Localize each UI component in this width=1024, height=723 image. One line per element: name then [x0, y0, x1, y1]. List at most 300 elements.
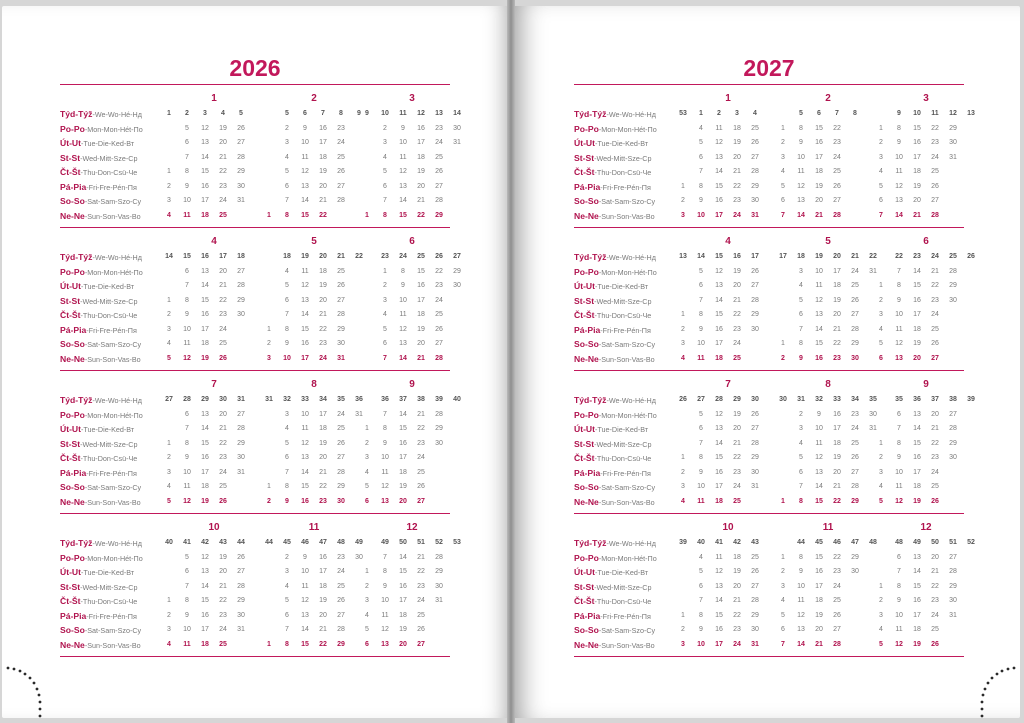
day-number: 8	[799, 497, 803, 505]
day-number: 19	[417, 168, 425, 175]
day-number: 24	[219, 325, 227, 333]
weekday-row	[574, 308, 964, 323]
weekday-label-translations: -Fri-Fre-Pén-Пя	[600, 325, 651, 335]
weekday-label	[574, 279, 648, 295]
day-number: 23	[435, 124, 443, 132]
day-number: 27	[851, 311, 859, 318]
weekday-label	[574, 594, 651, 610]
day-number: 21	[815, 640, 823, 648]
day-number: 9	[303, 124, 307, 132]
day-number: 6	[365, 640, 369, 648]
day-number: 8	[285, 640, 289, 648]
day-number: 3	[167, 468, 171, 476]
day-number: 19	[219, 124, 227, 132]
day-number: 23	[931, 454, 939, 461]
day-number: 26	[851, 454, 859, 461]
day-number: 29	[751, 454, 759, 461]
week-number: 27	[453, 253, 461, 260]
weekday-label-prefix: Pá-Pia	[574, 467, 601, 478]
day-number: 26	[417, 626, 425, 633]
weekday-label	[60, 265, 143, 281]
day-number: 2	[681, 325, 685, 333]
day-number: 5	[383, 168, 387, 175]
day-number: 18	[201, 640, 209, 648]
day-number: 3	[167, 626, 171, 633]
day-number: 3	[879, 153, 883, 161]
weekday-label-translations: -Sat-Sam-Szo-Cy	[84, 197, 142, 206]
day-number: 28	[851, 325, 859, 333]
day-number: 11	[815, 439, 823, 447]
weekday-label	[574, 466, 651, 482]
weekday-row	[574, 565, 964, 580]
week-number: 34	[851, 396, 859, 403]
day-number: 21	[219, 153, 227, 161]
weekday-label	[574, 609, 651, 625]
week-number-row	[574, 107, 975, 122]
day-number: 7	[699, 296, 703, 304]
day-number: 24	[733, 340, 741, 347]
weekday-label-prefix: Út-Ut	[574, 567, 595, 577]
day-number: 9	[185, 182, 189, 190]
day-number: 22	[219, 296, 227, 304]
day-number: 8	[699, 611, 703, 619]
day-number: 29	[949, 582, 957, 590]
weekday-label-prefix: Út-Ut	[574, 281, 595, 291]
week-number: 16	[201, 253, 209, 260]
day-number: 18	[815, 597, 823, 604]
weekday-label-prefix: So-So	[60, 625, 85, 635]
day-number: 22	[219, 597, 227, 604]
day-number: 10	[797, 153, 805, 161]
weekday-label-prefix: Út-Ut	[60, 138, 81, 148]
week-number: 9	[365, 110, 369, 117]
day-number: 9	[303, 553, 307, 561]
day-number: 1	[681, 454, 685, 461]
weekday-label-prefix: St-St	[60, 295, 81, 306]
week-number: 18	[237, 253, 245, 260]
month-number-row	[574, 379, 964, 391]
day-number: 19	[733, 267, 741, 275]
day-number: 15	[913, 282, 921, 289]
day-number: 29	[851, 340, 859, 347]
day-number: 23	[417, 439, 425, 447]
day-number: 26	[833, 611, 841, 619]
day-number: 25	[435, 153, 443, 161]
day-number: 20	[733, 582, 741, 590]
weekday-row	[60, 265, 461, 280]
day-number: 16	[715, 197, 723, 204]
day-number: 14	[301, 626, 309, 633]
day-number: 1	[167, 296, 171, 304]
day-number: 19	[815, 182, 823, 190]
day-number: 12	[797, 611, 805, 619]
week-number: 46	[301, 539, 309, 546]
day-number: 21	[417, 553, 425, 561]
day-number: 9	[699, 468, 703, 476]
day-number: 19	[815, 611, 823, 619]
day-number: 8	[383, 211, 387, 219]
weekday-label-translations: -We-Wo-Hé-Нд	[92, 253, 142, 262]
week-number: 52	[967, 539, 975, 546]
week-number: 45	[815, 539, 823, 546]
day-number: 5	[699, 267, 703, 275]
weekday-label-translations: -Wed-Mitt-Sze-Ср	[594, 439, 652, 449]
day-number: 10	[283, 354, 291, 362]
day-number: 19	[913, 340, 921, 347]
weekday-label-translations: -Wed-Mitt-Sze-Ср	[594, 296, 652, 306]
day-number: 27	[337, 182, 345, 190]
day-number: 26	[337, 168, 345, 175]
week-number: 48	[895, 539, 903, 546]
day-number: 19	[833, 296, 841, 304]
week-number: 49	[355, 539, 363, 546]
day-number: 6	[897, 553, 901, 561]
quarter-block	[60, 228, 461, 371]
day-number: 25	[219, 483, 227, 490]
weekday-label-translations: -We-Wo-Hé-Нд	[606, 110, 656, 119]
day-number: 18	[319, 425, 327, 432]
day-number: 18	[417, 311, 425, 318]
day-number: 5	[879, 640, 883, 648]
weekday-label-translations: -Fri-Fre-Pén-Пя	[86, 611, 137, 621]
week-number: 30	[219, 396, 227, 403]
day-number: 10	[815, 267, 823, 275]
day-number: 25	[435, 311, 443, 318]
day-number: 8	[799, 553, 803, 561]
day-number: 6	[185, 267, 189, 275]
day-number: 26	[751, 267, 759, 275]
day-number: 16	[833, 410, 841, 418]
weekday-label-prefix: Ne-Ne	[574, 639, 599, 650]
weekday-row	[60, 308, 450, 323]
weekday-label-translations: -Fri-Fre-Pén-Пя	[600, 182, 651, 192]
week-number: 43	[751, 539, 759, 546]
day-number: 29	[337, 325, 345, 333]
day-number: 30	[453, 282, 461, 289]
weekday-row	[60, 165, 450, 180]
day-number: 16	[319, 553, 327, 561]
week-number: 22	[895, 253, 903, 260]
day-number: 29	[435, 568, 443, 575]
day-number: 16	[913, 597, 921, 604]
day-number: 12	[715, 139, 723, 146]
day-number: 6	[799, 311, 803, 318]
day-number: 1	[781, 497, 785, 505]
week-number-row	[574, 393, 975, 408]
day-number: 11	[715, 553, 723, 561]
day-number: 19	[201, 497, 209, 505]
weekday-row	[60, 565, 450, 580]
weekday-row	[574, 323, 964, 338]
day-number: 26	[237, 553, 245, 561]
day-number: 18	[733, 553, 741, 561]
weekday-label-translations: -Mon-Mon-Hét-По	[84, 124, 143, 134]
month-number: 9	[409, 379, 415, 390]
day-number: 31	[435, 597, 443, 604]
day-number: 16	[815, 139, 823, 146]
weekday-label-prefix: Ne-Ne	[60, 496, 85, 507]
weekday-label-translations: -Thu-Don-Csü-Че	[80, 168, 138, 177]
day-number: 13	[797, 197, 805, 204]
month-number: 6	[923, 236, 929, 247]
weekday-label-prefix: Pá-Pia	[60, 610, 87, 621]
week-number: 16	[733, 253, 741, 260]
day-number: 1	[267, 211, 271, 219]
day-number: 17	[715, 211, 723, 219]
month-number: 8	[311, 379, 317, 390]
weekday-label-prefix: Čt-Št	[574, 596, 595, 606]
day-number: 2	[285, 553, 289, 561]
day-number: 14	[399, 553, 407, 561]
weekday-label-translations: -Fri-Fre-Pén-Пя	[86, 182, 137, 192]
day-number: 11	[399, 311, 407, 318]
day-number: 2	[267, 340, 271, 347]
day-number: 11	[301, 582, 309, 590]
week-number: 45	[283, 539, 291, 546]
day-number: 7	[285, 311, 289, 318]
day-number: 29	[851, 497, 859, 505]
weekday-label-translations: -Tue-Die-Ked-Вт	[595, 139, 649, 148]
day-number: 8	[699, 182, 703, 190]
weekday-row	[574, 122, 964, 137]
weekday-label-prefix: Ne-Ne	[60, 210, 85, 221]
weekday-row	[574, 495, 964, 510]
weekday-label-prefix: So-So	[574, 625, 599, 635]
week-number: 6	[817, 110, 821, 117]
day-number: 8	[699, 454, 703, 461]
day-number: 2	[799, 410, 803, 418]
month-number: 5	[825, 236, 831, 247]
day-number: 17	[417, 139, 425, 146]
day-number: 24	[833, 153, 841, 161]
week-number: 33	[301, 396, 309, 403]
day-number: 11	[715, 124, 723, 132]
day-number: 15	[201, 439, 209, 447]
week-number: 42	[201, 539, 209, 546]
month-number: 11	[822, 522, 834, 533]
day-number: 30	[949, 296, 957, 304]
month-number-row	[60, 522, 450, 534]
day-number: 25	[733, 497, 741, 505]
day-number: 27	[237, 139, 245, 146]
day-number: 7	[897, 568, 901, 575]
day-number: 31	[237, 468, 245, 476]
day-number: 28	[833, 640, 841, 648]
day-number: 28	[435, 197, 443, 204]
day-number: 24	[435, 139, 443, 146]
day-number: 28	[435, 410, 443, 418]
weekday-label-translations: -Tue-Die-Ked-Вт	[595, 425, 649, 434]
day-number: 28	[237, 282, 245, 289]
day-number: 13	[715, 153, 723, 161]
month-number: 10	[208, 522, 220, 533]
day-number: 27	[417, 497, 425, 505]
weekday-label-prefix: Po-Po	[574, 266, 599, 277]
day-number: 15	[913, 439, 921, 447]
day-number: 15	[399, 211, 407, 219]
week-number: 18	[283, 253, 291, 260]
week-number: 40	[697, 539, 705, 546]
weekday-label-prefix: Týd-Týž	[60, 395, 93, 405]
day-number: 28	[435, 354, 443, 362]
day-number: 21	[219, 425, 227, 432]
day-number: 30	[355, 553, 363, 561]
day-number: 20	[417, 182, 425, 190]
weekday-row	[60, 422, 450, 437]
day-number: 19	[319, 282, 327, 289]
weekday-label-translations: -Tue-Die-Ked-Вт	[81, 139, 135, 148]
day-number: 13	[715, 282, 723, 289]
day-number: 1	[167, 168, 171, 175]
day-number: 1	[383, 267, 387, 275]
day-number: 1	[879, 282, 883, 289]
weekday-label-prefix: Út-Ut	[574, 424, 595, 434]
day-number: 26	[751, 410, 759, 418]
day-number: 17	[201, 626, 209, 633]
day-number: 6	[185, 139, 189, 146]
day-number: 13	[715, 582, 723, 590]
weekday-label	[574, 337, 655, 353]
day-number: 13	[797, 626, 805, 633]
weekday-row	[574, 165, 964, 180]
day-number: 8	[285, 211, 289, 219]
weekday-label-translations: -Sat-Sam-Szo-Cy	[598, 483, 656, 492]
day-number: 3	[799, 267, 803, 275]
day-number: 2	[879, 454, 883, 461]
day-number: 11	[697, 497, 705, 505]
weekday-label-prefix: Ne-Ne	[574, 496, 599, 507]
day-number: 13	[201, 267, 209, 275]
weekday-row	[60, 122, 461, 137]
day-number: 21	[319, 468, 327, 476]
week-number: 46	[833, 539, 841, 546]
day-number: 27	[931, 354, 939, 362]
day-number: 25	[417, 468, 425, 476]
weekday-row	[60, 451, 450, 466]
day-number: 23	[733, 325, 741, 333]
day-number: 13	[301, 454, 309, 461]
day-number: 4	[285, 153, 289, 161]
day-number: 12	[201, 124, 209, 132]
perforation-dots-icon	[0, 662, 60, 722]
day-number: 10	[895, 468, 903, 476]
weekday-row	[574, 151, 964, 166]
weekday-label-prefix: So-So	[574, 339, 599, 349]
day-number: 15	[301, 325, 309, 333]
month-number: 1	[211, 93, 217, 104]
week-number: 51	[949, 539, 957, 546]
week-number: 35	[869, 396, 877, 403]
day-number: 10	[301, 568, 309, 575]
week-number: 6	[303, 110, 307, 117]
day-number: 17	[715, 640, 723, 648]
day-number: 5	[699, 139, 703, 146]
weekday-row	[574, 209, 964, 224]
day-number: 20	[219, 410, 227, 418]
month-number: 4	[211, 236, 217, 247]
day-number: 1	[781, 553, 785, 561]
day-number: 10	[895, 611, 903, 619]
weekday-label	[574, 422, 648, 438]
day-number: 29	[435, 211, 443, 219]
weekday-label	[60, 536, 142, 552]
day-number: 5	[167, 354, 171, 362]
day-number: 5	[383, 325, 387, 333]
weekday-label	[60, 408, 143, 424]
day-number: 8	[185, 168, 189, 175]
day-number: 23	[733, 626, 741, 633]
day-number: 5	[699, 568, 703, 575]
day-number: 8	[799, 124, 803, 132]
day-number: 25	[751, 553, 759, 561]
day-number: 7	[699, 439, 703, 447]
week-number: 3	[735, 110, 739, 117]
week-number: 27	[697, 396, 705, 403]
day-number: 22	[733, 611, 741, 619]
weekday-label	[60, 422, 134, 438]
day-number: 18	[913, 483, 921, 490]
day-number: 17	[301, 354, 309, 362]
day-number: 11	[895, 483, 903, 490]
day-number: 21	[319, 626, 327, 633]
week-number: 51	[417, 539, 425, 546]
day-number: 6	[699, 282, 703, 289]
day-number: 11	[797, 168, 805, 175]
day-number: 23	[319, 497, 327, 505]
week-number: 32	[815, 396, 823, 403]
day-number: 19	[219, 553, 227, 561]
day-number: 30	[751, 325, 759, 333]
day-number: 5	[879, 497, 883, 505]
day-number: 2	[285, 124, 289, 132]
day-number: 16	[913, 454, 921, 461]
weekday-label	[574, 265, 657, 281]
week-number: 50	[399, 539, 407, 546]
week-number: 50	[931, 539, 939, 546]
weekday-label-prefix: Pá-Pia	[60, 324, 87, 335]
day-number: 29	[237, 168, 245, 175]
week-number: 22	[355, 253, 363, 260]
weekday-row	[60, 136, 461, 151]
day-number: 11	[381, 468, 389, 476]
day-number: 28	[833, 211, 841, 219]
day-number: 12	[301, 168, 309, 175]
day-number: 19	[319, 597, 327, 604]
day-number: 3	[781, 153, 785, 161]
day-number: 30	[237, 611, 245, 619]
day-number: 12	[381, 483, 389, 490]
day-number: 1	[365, 568, 369, 575]
day-number: 27	[337, 611, 345, 619]
day-number: 23	[219, 311, 227, 318]
weekday-label-translations: -Fri-Fre-Pén-Пя	[600, 611, 651, 621]
weekday-label-translations: -Thu-Don-Csü-Че	[80, 311, 138, 320]
day-number: 22	[733, 454, 741, 461]
day-number: 6	[285, 454, 289, 461]
weekday-label-prefix: So-So	[574, 482, 599, 492]
day-number: 31	[453, 139, 461, 146]
day-number: 12	[715, 410, 723, 418]
week-number: 44	[265, 539, 273, 546]
day-number: 18	[319, 153, 327, 161]
weekday-label-translations: -Wed-Mitt-Sze-Ср	[80, 153, 138, 163]
day-number: 4	[879, 626, 883, 633]
day-number: 18	[715, 354, 723, 362]
day-number: 27	[949, 553, 957, 561]
day-number: 18	[399, 611, 407, 619]
day-number: 27	[237, 267, 245, 275]
day-number: 28	[949, 267, 957, 275]
